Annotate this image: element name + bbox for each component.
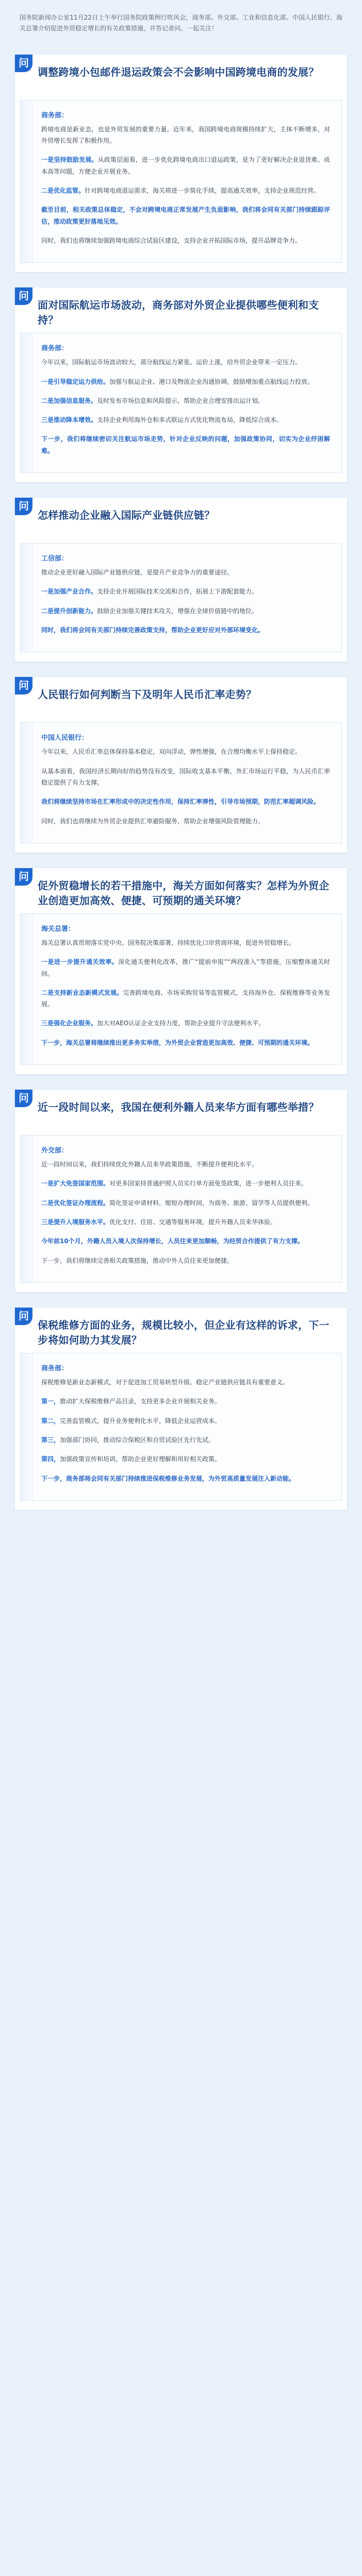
paragraph-text: 加强与航运企业、港口及物流企业沟通协调，鼓励增加重点航线运力投放。 <box>109 378 314 385</box>
answer-paragraph <box>41 185 330 196</box>
answer-paragraph <box>41 816 330 827</box>
answer-paragraph <box>41 1415 330 1427</box>
question-badge: 问 <box>15 868 32 886</box>
answer-paragraph <box>41 766 330 789</box>
answer-paragraph <box>41 1197 330 1209</box>
paragraph-text: 深化通关便利化改革，推广“提前申报”“两段准入”等措施，压缩整体通关时间。 <box>41 958 330 977</box>
paragraph-lead: 第四， <box>41 1455 60 1463</box>
answer-wrap <box>15 1353 347 1501</box>
answer-paragraph <box>41 154 330 177</box>
paragraph-text: 针对跨境电商退运需求，海关将进一步简化手续，提高通关效率，支持企业规范经营。 <box>85 187 320 194</box>
answer-paragraph <box>41 1178 330 1189</box>
key-paragraph <box>41 1473 330 1484</box>
paragraph-lead: 一是引导稳定运力供给。 <box>41 378 110 385</box>
paragraph-text: 推动扩大保税维修产品目录，支持更多企业开展相关业务。 <box>60 1398 221 1405</box>
paragraph-lead: 一是进一步提升通关效率。 <box>41 958 119 966</box>
answer-paragraph <box>41 124 330 147</box>
answer-box <box>20 543 342 652</box>
paragraph-text: 近一段时间以来，我们持续优化外籍人员来华政策措施，不断提升便利化水平。 <box>41 1161 258 1168</box>
qa-list <box>14 54 348 1511</box>
answer-paragraph <box>41 567 330 578</box>
qa-card <box>14 676 348 853</box>
answer-wrap <box>15 913 347 1065</box>
answer-paragraph <box>41 414 330 426</box>
answer-box <box>20 913 342 1065</box>
paragraph-text: 加强部门协同，推动综合保税区和自贸试验区先行先试。 <box>60 1436 215 1444</box>
key-paragraph <box>41 624 330 636</box>
paragraph-lead: 二是提升创新能力。 <box>41 607 97 615</box>
question-title: 面对国际航运市场波动，商务部对外贸企业提供哪些便利和支持？ <box>38 299 319 327</box>
question-badge: 问 <box>15 55 32 72</box>
paragraph-lead: 三是提升入境服务水平。 <box>41 1218 110 1226</box>
paragraph-text: 支持企业开展国际技术交流和合作，拓展上下游配套能力。 <box>97 588 258 596</box>
answer-paragraph <box>41 1216 330 1228</box>
question-badge: 问 <box>15 498 32 515</box>
key-paragraph <box>41 1037 330 1048</box>
paragraph-text: 优化支付、住宿、交通等服务环境，提升外籍人员来华体验。 <box>109 1218 277 1226</box>
paragraph-text: 简化签证申请材料，缩短办理时间，为商务、旅游、留学等人员提供便利。 <box>109 1199 314 1207</box>
answer-paragraph <box>41 1255 330 1266</box>
paragraph-lead: 二是优化签证办理流程。 <box>41 1199 110 1207</box>
answer-paragraph <box>41 1018 330 1029</box>
intro-text: 国务院新闻办公室11月22日上午举行国务院政策例行吹风会，商务部、外交部、工业和信息化部、中国人民银行、海关总署介绍促进外贸稳定增长的有关政策措施，并答记者问。一起关注！ <box>20 14 342 32</box>
answer-paragraph <box>41 235 330 246</box>
paragraph-lead: 第二， <box>41 1417 60 1425</box>
answer-paragraph <box>41 586 330 597</box>
answer-box <box>20 722 342 843</box>
paragraph-text: 从政策层面看，进一步优化跨境电商出口退运政策，是为了更好解决企业退货难、成本高等问题，方便企业开展业务。 <box>41 156 330 175</box>
speaker-label: 商务部： <box>41 345 69 353</box>
paragraph-text: 今年以来，人民币汇率总体保持基本稳定，双向浮动，弹性增强，在合理均衡水平上保持稳定。 <box>41 748 302 756</box>
qa-card <box>14 497 348 662</box>
qa-card <box>14 1089 348 1293</box>
paragraph-lead: 一是坚持鼓励发展。 <box>41 156 98 164</box>
speaker-label: 海关总署： <box>41 925 75 933</box>
paragraph-text: 海关总署认真贯彻落实党中央、国务院决策部署，持续优化口岸营商环境，促进外贸稳增长。 <box>41 939 295 946</box>
paragraph-lead: 二是支持新业态新模式发展。 <box>41 989 123 996</box>
qa-card <box>14 287 348 483</box>
paragraph-text: 同时，我们也将继续加强跨境电商综合试验区建设，支持企业开拓国际市场，提升品牌竞争力。 <box>41 236 302 244</box>
answer-paragraph <box>41 1159 330 1170</box>
paragraph-text: 保税维修是新业态新模式，对于促进加工贸易转型升级、稳定产业链供应链具有重要意义。 <box>41 1378 289 1386</box>
paragraph-lead: 三是推动降本增效。 <box>41 416 97 424</box>
speaker-label: 中国人民银行： <box>41 734 89 742</box>
qa-card <box>14 54 348 273</box>
answer-wrap <box>15 1135 347 1283</box>
answer-paragraph <box>41 937 330 948</box>
paragraph-text: 下一步，海关总署将继续推出更多务实举措，为外贸企业营造更加高效、便捷、可预期的通关环境。 <box>41 1039 314 1046</box>
answer-paragraph <box>41 956 330 979</box>
paragraph-text: 今年前10个月，外籍人员入境人次保持增长，人员往来更加顺畅，为经贸合作提供了有力支撑。 <box>41 1238 304 1245</box>
question-title: 保税维修方面的业务，规模比较小，但企业有这样的诉求，下一步将如何助力其发展？ <box>38 1318 330 1346</box>
paragraph-text: 加强政策宣传和培训，帮助企业更好理解和用好相关政策。 <box>60 1455 221 1463</box>
answer-wrap <box>15 100 347 263</box>
paragraph-text: 及时发布市场信息和风险提示，帮助企业合理安排出运计划。 <box>97 397 265 404</box>
answer-paragraph <box>41 1396 330 1407</box>
paragraph-text: 同时，我们将会同有关部门持续完善政策支持，帮助企业更好应对外部环境变化。 <box>41 626 265 634</box>
key-paragraph <box>41 433 330 456</box>
paragraph-text: 加大对AEO认证企业支持力度，帮助企业提升守法便利水平。 <box>97 1020 265 1027</box>
answer-wrap <box>15 333 347 473</box>
paragraph-text: 截至目前，相关政策总体稳定，不会对跨境电商正常发展产生负面影响，我们将会同有关部门持续跟踪评估，推动政策更好落地见效。 <box>41 206 330 225</box>
speaker-label: 商务部： <box>41 1364 69 1372</box>
paragraph-text: 从基本面看，我国经济长期向好的趋势没有改变，国际收支基本平衡，外汇市场运行平稳，为人民币汇率稳定提供了有力支撑。 <box>41 767 330 786</box>
speaker-label: 工信部： <box>41 555 69 563</box>
paragraph-text: 我们将继续坚持市场在汇率形成中的决定性作用，保持汇率弹性，引导市场预期，防范汇率超调风险。 <box>41 798 320 806</box>
paragraph-text: 同时，我们也将继续为外贸企业提供汇率避险服务，帮助企业增强风险管理能力。 <box>41 817 265 825</box>
paragraph-lead: 一是加强产业合作。 <box>41 588 97 596</box>
question-badge: 问 <box>15 287 32 305</box>
paragraph-text: 完善监管模式，提升业务便利化水平，降低企业运营成本。 <box>60 1417 221 1425</box>
answer-paragraph <box>41 1434 330 1446</box>
paragraph-text: 支持企业利用海外仓和多式联运方式优化物流布局，降低综合成本。 <box>97 416 283 424</box>
speaker-label: 商务部： <box>41 111 69 120</box>
key-paragraph <box>41 204 330 227</box>
paragraph-text: 下一步，商务部将会同有关部门持续推进保税维修业务发展，为外贸高质量发展注入新动能。 <box>41 1475 295 1482</box>
key-paragraph <box>41 1235 330 1247</box>
paragraph-lead: 二是加强信息服务。 <box>41 397 97 404</box>
paragraph-lead: 二是优化监管。 <box>41 187 85 194</box>
paragraph-text: 鼓励企业加强关键技术攻关，增强在全球价值链中的地位。 <box>97 607 258 615</box>
paragraph-text: 跨境电商是新业态，也是外贸发展的重要力量。近年来，我国跨境电商规模持续扩大，主体不断增多，对外贸增长发挥了积极作用。 <box>41 125 330 145</box>
answer-box <box>20 333 342 473</box>
answer-paragraph <box>41 357 330 368</box>
paragraph-lead: 三是强化企业服务。 <box>41 1020 97 1027</box>
answer-paragraph <box>41 605 330 617</box>
paragraph-lead: 第三， <box>41 1436 60 1444</box>
answer-paragraph <box>41 1453 330 1465</box>
answer-paragraph <box>41 746 330 757</box>
answer-wrap <box>15 722 347 843</box>
question-badge: 问 <box>15 677 32 694</box>
paragraph-text: 推动企业更好融入国际产业链供应链，是提升产业竞争力的重要途径。 <box>41 569 234 577</box>
answer-paragraph <box>41 1377 330 1388</box>
key-paragraph <box>41 796 330 807</box>
paragraph-text: 下一步，我们将继续密切关注航运市场走势，针对企业反映的问题，加强政策协同，切实为企业纾困解难。 <box>41 435 330 454</box>
answer-wrap <box>15 543 347 652</box>
answer-box <box>20 1353 342 1501</box>
answer-box <box>20 100 342 263</box>
question-badge: 问 <box>15 1308 32 1325</box>
paragraph-lead: 一是扩大免签国家范围。 <box>41 1180 110 1188</box>
answer-paragraph <box>41 987 330 1010</box>
paragraph-text: 下一步，我们将继续完善相关政策措施，推动中外人员往来更加便捷。 <box>41 1257 234 1264</box>
paragraph-text: 完善跨境电商、市场采购贸易等监管模式，支持海外仓、保税维修等业务发展。 <box>41 989 330 1008</box>
question-title: 怎样推动企业融入国际产业链供应链？ <box>38 509 215 522</box>
paragraph-text: 对更多国家持普通护照人员实行单方面免签政策，进一步便利人员往来。 <box>109 1180 308 1188</box>
paragraph-lead: 第一， <box>41 1398 60 1405</box>
qa-card <box>14 868 348 1075</box>
answer-paragraph <box>41 395 330 406</box>
question-badge: 问 <box>15 1090 32 1107</box>
question-title: 近一段时间以来，我国在便利外籍人员来华方面有哪些举措？ <box>38 1101 319 1114</box>
question-title: 人民银行如何判断当下及明年人民币汇率走势？ <box>38 688 257 701</box>
answer-box <box>20 1135 342 1283</box>
question-title: 促外贸稳增长的若干措施中，海关方面如何落实？怎样为外贸企业创造更加高效、便捷、可预期的通关环境？ <box>38 879 330 907</box>
question-title: 调整跨境小包邮件退运政策会不会影响中国跨境电商的发展？ <box>38 65 319 78</box>
paragraph-text: 今年以来，国际航运市场波动较大，部分航线运力紧张、运价上涨，给外贸企业带来一定压力。 <box>41 359 302 366</box>
answer-paragraph <box>41 376 330 387</box>
qa-card <box>14 1307 348 1511</box>
speaker-label: 外交部： <box>41 1147 69 1155</box>
